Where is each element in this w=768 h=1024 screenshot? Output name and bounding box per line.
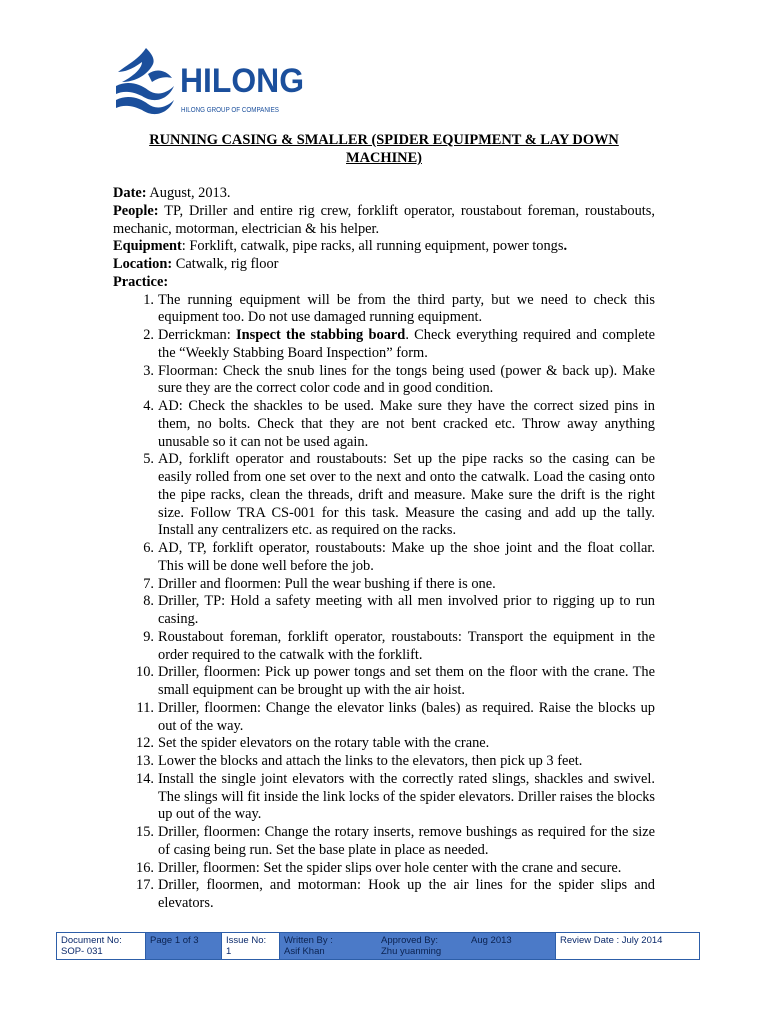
equipment-label: Equipment bbox=[113, 238, 182, 255]
footer-written-value: Asif Khan bbox=[284, 946, 325, 957]
practice-item bbox=[113, 363, 655, 399]
practice-item-number: 17. bbox=[136, 877, 154, 894]
document-footer-table bbox=[56, 932, 700, 960]
practice-item bbox=[113, 735, 655, 753]
practice-item-number: 13. bbox=[136, 753, 154, 769]
practice-item-text: AD, TP, forklift operator, roustabouts: Make up the shoe joint and the float collar. This will be done well before the job. bbox=[158, 540, 655, 574]
practice-item bbox=[113, 576, 655, 594]
practice-item-number: 11. bbox=[136, 699, 154, 716]
practice-item bbox=[113, 664, 655, 700]
practice-item-number: 16. bbox=[136, 859, 154, 876]
footer-written-label: Written By : bbox=[284, 935, 333, 946]
practice-item bbox=[113, 629, 655, 665]
practice-item-text: The running equipment will be from the third party, but we need to check this equipment too. Do not use damaged running equipment. bbox=[158, 291, 655, 326]
practice-item-number: 15. bbox=[136, 824, 154, 840]
people-line bbox=[113, 203, 655, 239]
footer-approved-date bbox=[467, 933, 555, 959]
practice-heading bbox=[113, 274, 655, 292]
practice-item-text: AD: Check the shackles to be used. Make sure they have the correct sized pins in them, no bolts. Check that they are not bent cracked etc. Throw away anything unusable so it can not be used again. bbox=[158, 398, 655, 450]
practice-item bbox=[113, 540, 655, 576]
logo-tagline-text: HILONG GROUP OF COMPANIES bbox=[181, 107, 280, 114]
practice-item bbox=[113, 824, 655, 860]
practice-item bbox=[113, 700, 655, 736]
company-logo bbox=[112, 46, 308, 120]
practice-list bbox=[113, 292, 655, 913]
practice-item-number: 9. bbox=[143, 628, 154, 645]
footer-issue-label: Issue No: bbox=[226, 935, 267, 946]
document-body bbox=[113, 185, 655, 913]
practice-item-text: . Check everything required and complete the “Weekly Stabbing Board Inspection” form. bbox=[158, 327, 655, 361]
practice-item-number: 10. bbox=[136, 664, 154, 681]
practice-item-number: 14. bbox=[136, 770, 154, 787]
footer-approved-date-text: Aug 2013 bbox=[471, 935, 512, 946]
practice-item bbox=[113, 877, 655, 913]
practice-item-text: Set the spider elevators on the rotary table with the crane. bbox=[158, 735, 490, 752]
footer-doc-no-label: Document No: bbox=[61, 935, 122, 946]
people-value: TP, Driller and entire rig crew, forklift operator, roustabout foreman, roustabouts, mechanic, motorman, electrician & his helper. bbox=[113, 202, 655, 237]
practice-item-text: Driller, floormen, and motorman: Hook up the air lines for the spider slips and elevators. bbox=[158, 877, 655, 911]
footer-issue bbox=[221, 933, 279, 959]
practice-item bbox=[113, 860, 655, 878]
logo-brand-text: HILONG bbox=[180, 62, 304, 100]
footer-approved-by bbox=[377, 933, 467, 959]
practice-item-number: 3. bbox=[143, 362, 154, 379]
practice-item-text: Floorman: Check the snub lines for the tongs being used (power & back up). Make sure they are the correct color code and in good condition. bbox=[158, 362, 655, 397]
practice-item-text: Lower the blocks and attach the links to the elevators, then pick up 3 feet. bbox=[158, 753, 583, 769]
practice-item-text: Roustabout foreman, forklift operator, roustabouts: Transport the equipment in the order required to the catwalk with the forklift. bbox=[158, 628, 655, 663]
footer-written-by bbox=[279, 933, 377, 959]
practice-item-number: 12. bbox=[136, 735, 154, 752]
practice-item bbox=[113, 451, 655, 540]
footer-approved-value: Zhu yuanming bbox=[381, 946, 442, 957]
practice-item-prefix: Derrickman: bbox=[158, 327, 236, 343]
practice-item bbox=[113, 292, 655, 328]
footer-page bbox=[145, 933, 221, 959]
footer-review-date bbox=[555, 933, 699, 959]
footer-doc-no-value: SOP- 031 bbox=[61, 946, 103, 957]
practice-label: Practice: bbox=[113, 273, 169, 290]
practice-item bbox=[113, 753, 655, 771]
wave-mark-icon bbox=[116, 48, 174, 114]
practice-item bbox=[113, 398, 655, 451]
practice-item-number: 6. bbox=[143, 540, 154, 556]
location-label: Location: bbox=[113, 256, 173, 272]
practice-item-number: 5. bbox=[143, 451, 154, 468]
date-value: August, 2013. bbox=[146, 185, 231, 201]
footer-page-text: Page 1 of 3 bbox=[150, 935, 199, 946]
practice-item-text: Driller and floormen: Pull the wear bushing if there is one. bbox=[158, 575, 496, 592]
footer-document-number bbox=[57, 933, 145, 959]
location-line bbox=[113, 256, 655, 274]
footer-review-text: Review Date : July 2014 bbox=[560, 935, 663, 946]
practice-item-text: AD, forklift operator and roustabouts: Set up the pipe racks so the casing can be easily rolled from one set over to the next and onto the catwalk. Load the casing onto the pipe racks, clean the threads, drift and measure. Make sure the drift is the right size. Follow TRA CS-001 for this task. Measure the casing and add up the tally. Install any centralizers etc. as required on the racks. bbox=[158, 451, 655, 539]
practice-item-number: 7. bbox=[143, 575, 154, 592]
practice-item-text: Driller, TP: Hold a safety meeting with all men involved prior to rigging up to run casing. bbox=[158, 593, 655, 627]
practice-item-number: 4. bbox=[143, 398, 154, 414]
practice-item-number: 1. bbox=[143, 291, 154, 308]
date-label: Date: bbox=[113, 185, 147, 201]
document-title: RUNNING CASING & SMALLER (SPIDER EQUIPMENT & LAY DOWN MACHINE) bbox=[149, 132, 619, 166]
practice-item-text: Install the single joint elevators with the correctly rated slings, shackles and swivel. The slings will fit inside the link locks of the spider elevators. Driller raises the blocks up out of the way. bbox=[158, 770, 655, 823]
footer-approved-label: Approved By: bbox=[381, 935, 439, 946]
practice-item bbox=[113, 327, 655, 363]
practice-item-emphasis: Inspect the stabbing board bbox=[235, 327, 406, 343]
footer-issue-value: 1 bbox=[226, 946, 232, 957]
practice-item bbox=[113, 593, 655, 629]
equipment-line bbox=[113, 238, 655, 256]
equipment-end: . bbox=[563, 238, 568, 255]
practice-item-text: Driller, floormen: Pick up power tongs and set them on the floor with the crane. The small equipment can be brought up with the air hoist. bbox=[158, 664, 655, 698]
date-line bbox=[113, 185, 655, 203]
location-value: Catwalk, rig floor bbox=[172, 256, 279, 272]
equipment-value: : Forklift, catwalk, pipe racks, all running equipment, power tongs bbox=[181, 238, 564, 255]
people-label: People: bbox=[113, 202, 159, 219]
practice-item bbox=[113, 771, 655, 824]
practice-item-number: 2. bbox=[143, 327, 154, 343]
practice-item-number: 8. bbox=[143, 593, 154, 610]
practice-item-text: Driller, floormen: Set the spider slips over hole center with the crane and secure. bbox=[158, 859, 622, 876]
practice-item-text: Driller, floormen: Change the elevator links (bales) as required. Raise the blocks up out of the way. bbox=[158, 699, 655, 734]
practice-item-text: Driller, floormen: Change the rotary inserts, remove bushings as required for the size of casing being run. Set the base plate in place as needed. bbox=[158, 824, 655, 858]
